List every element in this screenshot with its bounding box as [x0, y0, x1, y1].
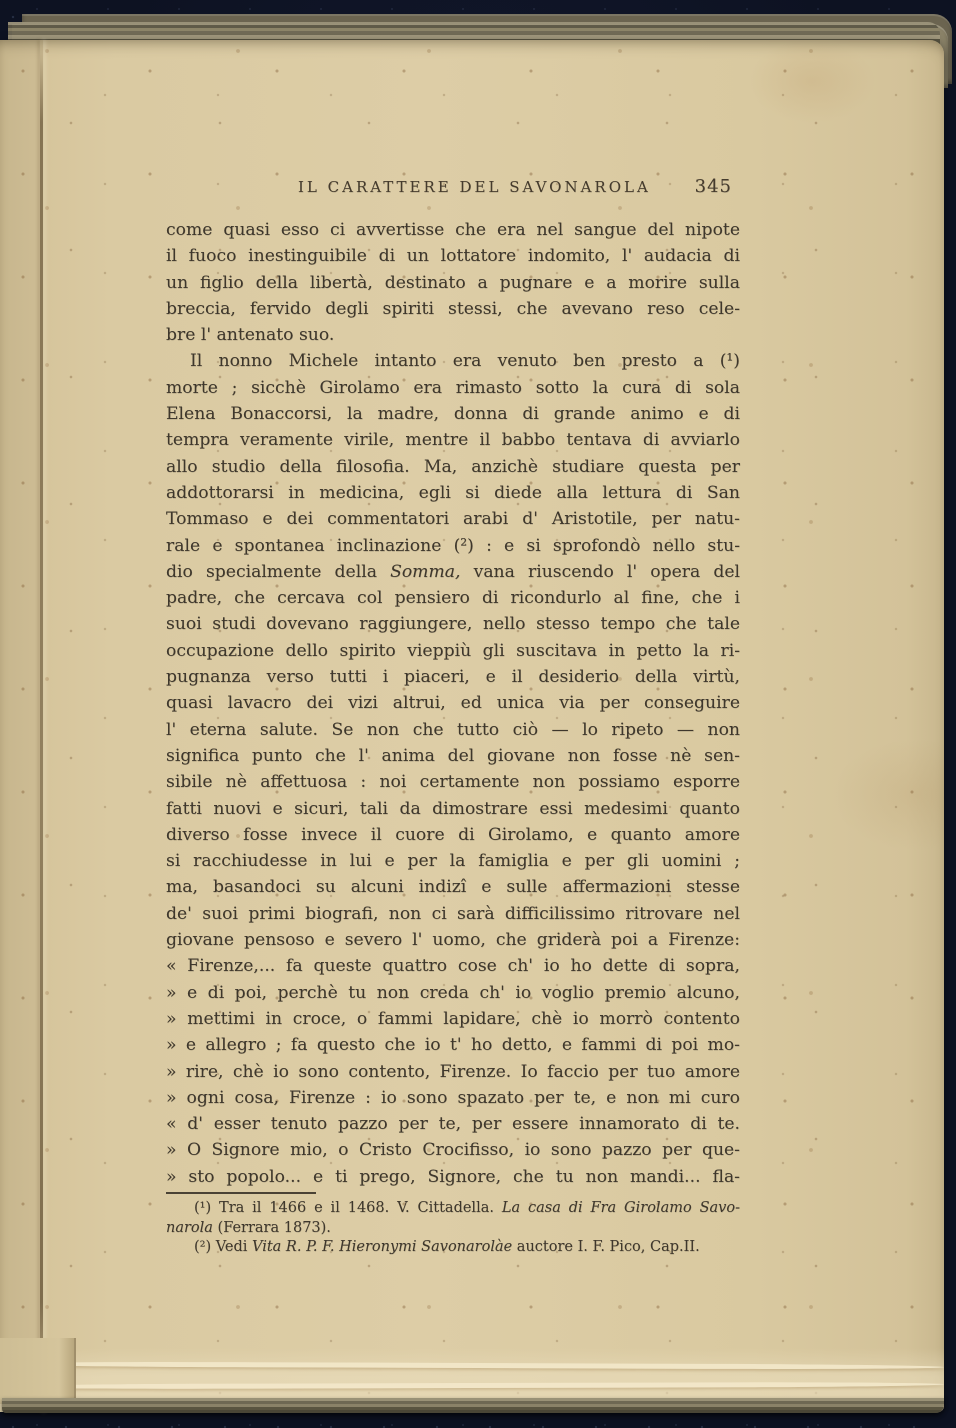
body-line: » ogni cosa, Firenze : io sono spazato per te, e non mi curo	[166, 1087, 740, 1108]
underlying-page-sliver	[0, 1338, 76, 1404]
body-line: sibile nè affettuosa : noi certamente non possiamo esporre	[166, 772, 740, 793]
body-line: ma, basandoci su alcuni indizî e sulle affermazioni stesse	[166, 877, 740, 898]
body-line: tempra veramente virile, mentre il babbo tentava di avviarlo	[166, 430, 740, 451]
body-line: » mettimi in croce, o fammi lapidare, chè io morrò contento	[166, 1008, 740, 1029]
body-line: quasi lavacro dei vizi altrui, ed unica via per conseguire	[166, 693, 740, 714]
footnote-marker: (¹)	[194, 1200, 212, 1216]
body-line: come quasi esso ci avvertisse che era nel sangue del nipote	[166, 220, 740, 240]
body-line: occupazione dello spirito vieppiù gli suscitava in petto la ri-	[166, 640, 740, 661]
body-line: de' suoi primi biografi, non ci sarà difficilissimo ritrovare nel	[166, 903, 740, 924]
footnote-book-title: Vita R. P. F. Hieronymi Savonarolàe	[252, 1239, 513, 1255]
body-line: » sto popolo... e ti prego, Signore, che tu non mandi... fla-	[166, 1166, 740, 1187]
footnote-1-line-2	[166, 1219, 740, 1239]
body-line: suoi studi dovevano raggiungere, nello stesso tempo che tale	[166, 614, 740, 635]
body-line: breccia, fervido degli spiriti stessi, che avevano reso cele-	[166, 298, 740, 319]
body-line: Il nonno Michele intanto era venuto ben presto a (¹)	[190, 351, 740, 372]
body-line: fatti nuovi e sicuri, tali da dimostrare essi medesimi quanto	[166, 798, 740, 819]
body-line: morte ; sicchè Girolamo era rimasto sotto la cura di sola	[166, 377, 740, 398]
body-line: » O Signore mio, o Cristo Crocifisso, io sono pazzo per que-	[166, 1140, 740, 1161]
footnote-text: Tra il 1466 e il 1468. V. Cittadella.	[211, 1200, 502, 1216]
body-line-segment: vana riuscendo l' opera del	[460, 561, 740, 582]
footnote-text: auctore I. F. Pico, Cap.II.	[512, 1239, 700, 1255]
page-number: 345	[694, 176, 732, 197]
body-line: Tommaso e dei commentatori arabi d' Aristotile, per natu-	[166, 509, 740, 530]
body-line: si racchiudesse in lui e per la famiglia e per gli uomini ;	[166, 851, 740, 872]
body-line: significa punto che l' anima del giovane non fosse nè sen-	[166, 745, 740, 766]
footnote-marker: (²)	[194, 1239, 212, 1255]
deckle-ridge	[0, 1382, 944, 1389]
body-line: pugnanza verso tutti i piaceri, e il desiderio della virtù,	[166, 667, 740, 688]
running-header	[166, 176, 740, 202]
body-line: diverso fosse invece il cuore di Girolamo, e quanto amore	[166, 824, 740, 845]
italic-title-somma: Somma,	[390, 561, 461, 582]
footnote-text: (Ferrara 1873).	[212, 1219, 331, 1236]
body-line: il fuoco inestinguibile di un lottatore indomito, l' audacia di	[166, 246, 740, 267]
footnote-2	[166, 1238, 740, 1258]
body-line: giovane pensoso e severo l' uomo, che griderà poi a Firenze:	[166, 930, 740, 951]
body-line: » e di poi, perchè tu non creda ch' io voglio premio alcuno,	[166, 982, 740, 1003]
body-line: Elena Bonaccorsi, la madre, donna di grande animo e di	[166, 404, 740, 425]
book-page	[0, 40, 944, 1412]
body-line: « Firenze,... fa queste quattro cose ch' io ho dette di sopra,	[166, 956, 740, 977]
footnote-1-line-1	[166, 1199, 740, 1219]
footnote-rule	[166, 1192, 316, 1194]
body-line: rale e spontanea inclinazione (²) : e si sprofondò nello stu-	[166, 535, 740, 556]
body-line-segment: dio specialmente della	[166, 561, 391, 582]
body-line: bre l' antenato suo.	[166, 325, 335, 346]
deckle-ridge	[0, 1361, 944, 1369]
footnotes	[166, 1199, 740, 1258]
footnote-text: Vedi	[211, 1239, 252, 1255]
footnote-book-title: La casa di Fra Girolamo Savo-	[501, 1200, 740, 1216]
footnote-book-title: narola	[166, 1219, 213, 1236]
body-line: » rire, chè io sono contento, Firenze. Io faccio per tuo amore	[166, 1061, 740, 1082]
body-line	[166, 559, 740, 585]
body-text	[166, 217, 740, 1190]
body-line: allo studio della filosofia. Ma, anzichè studiare questa per	[166, 456, 740, 477]
body-line: « d' esser tenuto pazzo per te, per essere innamorato di te.	[166, 1114, 740, 1135]
body-line: addottorarsi in medicina, egli si diede alla lettura di San	[166, 482, 740, 503]
body-line: padre, che cercava col pensiero di ricondurlo al fine, che i	[166, 588, 740, 609]
page-bottom-edges	[2, 1398, 944, 1413]
body-line: l' eterna salute. Se non che tutto ciò — lo ripeto — non	[166, 719, 740, 740]
body-line: un figlio della libertà, destinato a pugnare e a morire sulla	[166, 272, 740, 293]
running-header-title: IL CARATTERE DEL SAVONAROLA	[298, 178, 651, 196]
gutter-fold	[40, 40, 43, 1412]
body-line: » e allegro ; fa questo che io t' ho detto, e fammi di poi mo-	[166, 1035, 740, 1056]
